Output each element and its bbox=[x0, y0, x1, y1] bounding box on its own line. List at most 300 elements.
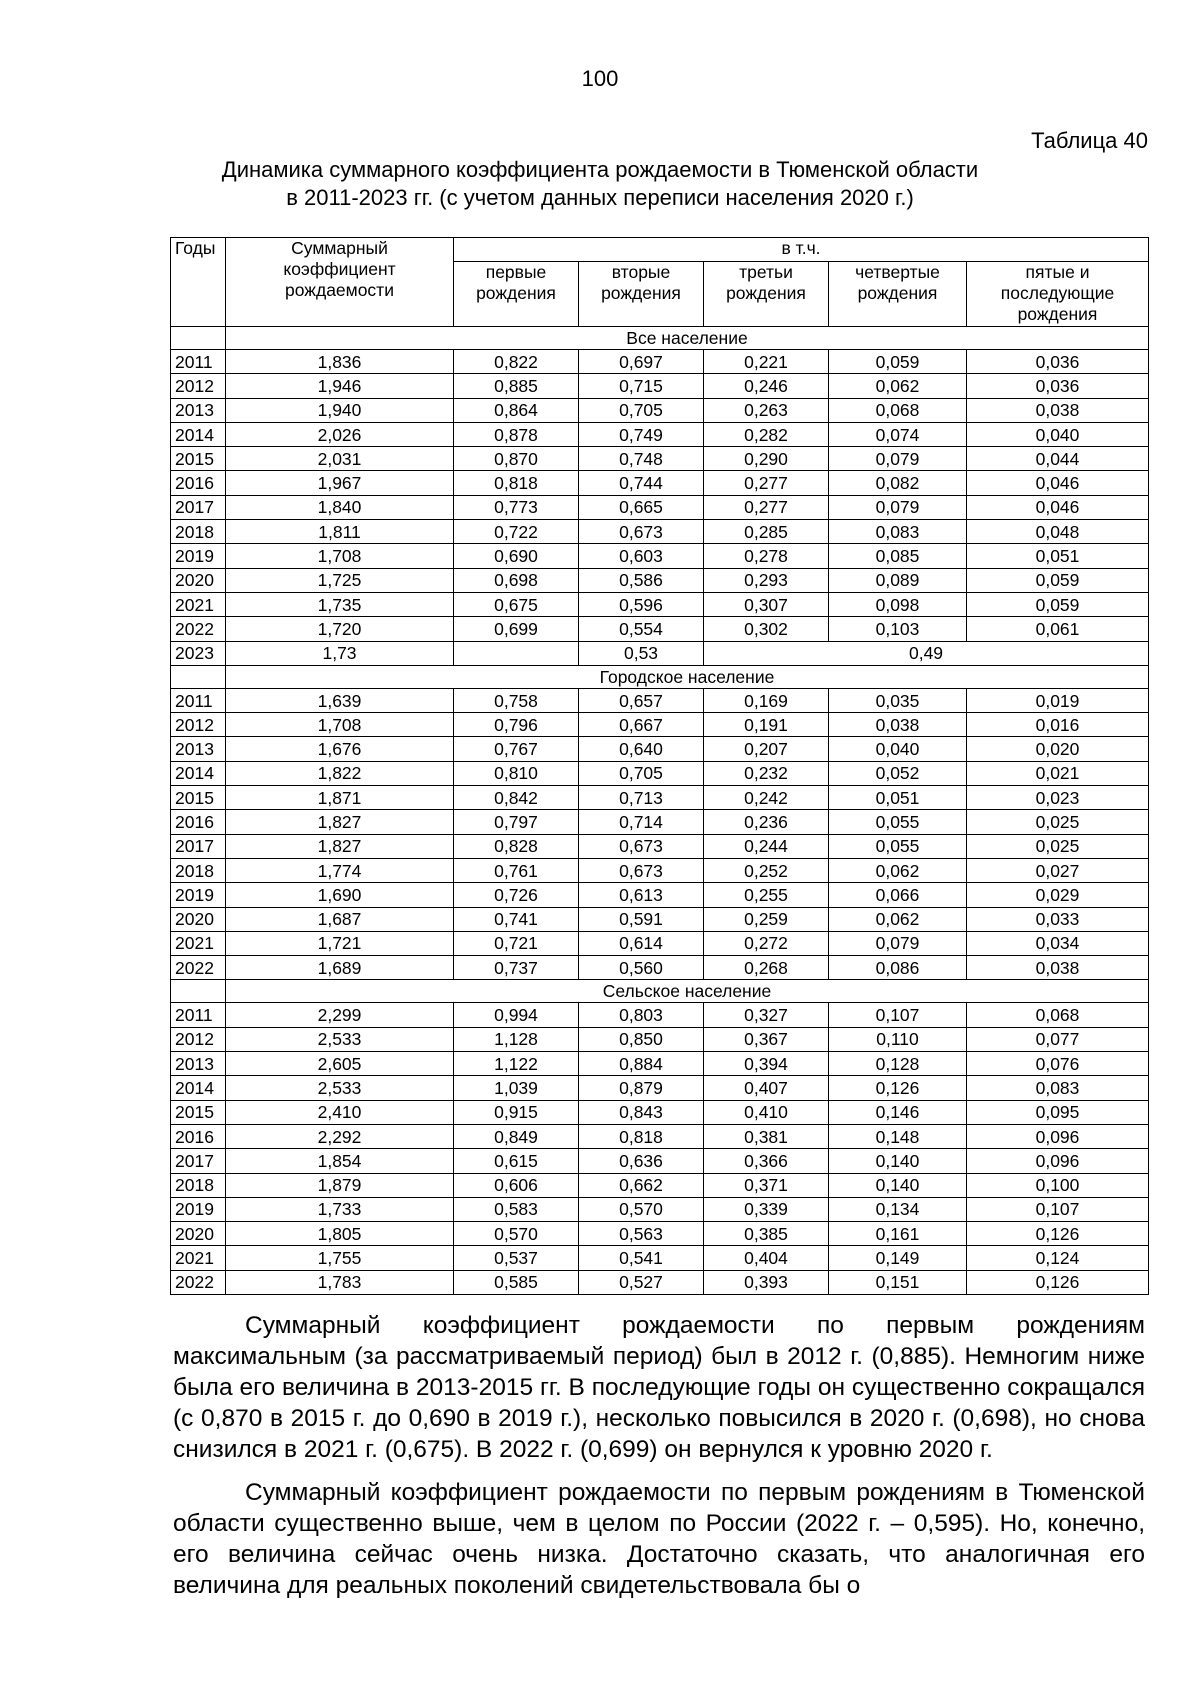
second-births-cell: 0,636 bbox=[579, 1149, 704, 1173]
fourth-births-cell: 0,103 bbox=[829, 617, 967, 641]
header-fourth bbox=[829, 262, 967, 327]
section-spacer bbox=[171, 980, 226, 1003]
table-row bbox=[171, 883, 1149, 907]
year-cell: 2019 bbox=[171, 544, 226, 568]
fifth-births-cell: 0,034 bbox=[967, 931, 1149, 955]
table-row bbox=[171, 1222, 1149, 1246]
table-row bbox=[171, 350, 1149, 374]
header-total-text: Суммарный bbox=[291, 238, 388, 258]
year-cell: 2011 bbox=[171, 350, 226, 374]
fifth-births-cell: 0,036 bbox=[967, 350, 1149, 374]
first-births-cell: 0,810 bbox=[454, 761, 579, 785]
third-births-cell: 0,394 bbox=[704, 1052, 829, 1076]
table-row bbox=[171, 1149, 1149, 1173]
second-births-cell: 0,657 bbox=[579, 688, 704, 712]
first-births-cell: 0,761 bbox=[454, 858, 579, 882]
fourth-births-cell: 0,074 bbox=[829, 422, 967, 446]
header-second bbox=[579, 262, 704, 327]
first-births-cell: 0,585 bbox=[454, 1270, 579, 1294]
total-cell: 1,639 bbox=[226, 688, 454, 712]
year-cell: 2018 bbox=[171, 520, 226, 544]
fifth-births-cell: 0,019 bbox=[967, 688, 1149, 712]
first-births-cell: 0,699 bbox=[454, 617, 579, 641]
section-title: Сельское население bbox=[226, 980, 1149, 1003]
third-births-cell: 0,244 bbox=[704, 834, 829, 858]
year-cell: 2019 bbox=[171, 883, 226, 907]
fourth-births-cell: 0,107 bbox=[829, 1003, 967, 1027]
year-cell: 2016 bbox=[171, 471, 226, 495]
first-births-cell: 1,039 bbox=[454, 1076, 579, 1100]
first-births-cell: 0,828 bbox=[454, 834, 579, 858]
fourth-births-cell: 0,082 bbox=[829, 471, 967, 495]
third-births-cell: 0,246 bbox=[704, 374, 829, 398]
second-births-cell: 0,843 bbox=[579, 1100, 704, 1124]
fourth-births-cell: 0,089 bbox=[829, 568, 967, 592]
total-cell: 2,299 bbox=[226, 1003, 454, 1027]
table-row bbox=[171, 737, 1149, 761]
total-cell: 1,940 bbox=[226, 398, 454, 422]
second-births-cell: 0,591 bbox=[579, 907, 704, 931]
first-births-cell: 0,570 bbox=[454, 1222, 579, 1246]
year-cell: 2011 bbox=[171, 1003, 226, 1027]
table-row bbox=[171, 520, 1149, 544]
fifth-births-cell: 0,126 bbox=[967, 1222, 1149, 1246]
fourth-births-cell: 0,052 bbox=[829, 761, 967, 785]
table-row bbox=[171, 834, 1149, 858]
fifth-births-cell: 0,051 bbox=[967, 544, 1149, 568]
second-births-cell: 0,673 bbox=[579, 858, 704, 882]
table-label: Таблица 40 bbox=[1031, 128, 1148, 153]
header-text: рождения bbox=[726, 283, 806, 303]
year-cell: 2016 bbox=[171, 810, 226, 834]
second-births-cell: 0,662 bbox=[579, 1173, 704, 1197]
third-births-cell: 0,255 bbox=[704, 883, 829, 907]
section-spacer bbox=[171, 665, 226, 688]
header-years: Годы bbox=[171, 238, 226, 327]
total-cell: 1,827 bbox=[226, 810, 454, 834]
second-births-cell: 0,596 bbox=[579, 592, 704, 616]
third-births-cell: 0,339 bbox=[704, 1197, 829, 1221]
paragraph: Суммарный коэффициент рождаемости по первым рождениям максимальным (за рассматриваемый период) был в 2012 г. (0,885). Немногим ниже была его величина в 2013-2015 гг. В последующие годы он существенно сокращался (с 0,870 в 2015 г. до 0,690 в 2019 г.), несколько повысился в 2020 г. (0,698), но снова снизился в 2021 г. (0,675). В 2022 г. (0,699) он вернулся к уровню 2020 г. bbox=[173, 1312, 1145, 1463]
second-births-cell: 0,613 bbox=[579, 883, 704, 907]
fourth-births-cell: 0,062 bbox=[829, 907, 967, 931]
first-births-cell: 0,690 bbox=[454, 544, 579, 568]
total-cell: 1,836 bbox=[226, 350, 454, 374]
fourth-births-cell: 0,140 bbox=[829, 1173, 967, 1197]
fourth-births-cell: 0,134 bbox=[829, 1197, 967, 1221]
first-births-cell: 0,583 bbox=[454, 1197, 579, 1221]
total-cell: 1,708 bbox=[226, 544, 454, 568]
fourth-births-cell: 0,079 bbox=[829, 495, 967, 519]
total-cell: 1,676 bbox=[226, 737, 454, 761]
fourth-births-cell: 0,055 bbox=[829, 834, 967, 858]
table-row bbox=[171, 1100, 1149, 1124]
third-births-cell: 0,327 bbox=[704, 1003, 829, 1027]
fourth-births-cell: 0,055 bbox=[829, 810, 967, 834]
fifth-births-cell: 0,077 bbox=[967, 1027, 1149, 1051]
year-cell: 2023 bbox=[171, 641, 226, 665]
table-row bbox=[171, 544, 1149, 568]
total-cell: 2,605 bbox=[226, 1052, 454, 1076]
total-cell: 2,410 bbox=[226, 1100, 454, 1124]
header-incl: в т.ч. bbox=[454, 238, 1149, 262]
total-cell: 1,871 bbox=[226, 786, 454, 810]
header-third bbox=[704, 262, 829, 327]
total-cell: 1,879 bbox=[226, 1173, 454, 1197]
table-row bbox=[171, 641, 1149, 665]
total-cell: 2,026 bbox=[226, 422, 454, 446]
year-cell: 2017 bbox=[171, 1149, 226, 1173]
fifth-births-cell: 0,083 bbox=[967, 1076, 1149, 1100]
first-births-cell: 0,994 bbox=[454, 1003, 579, 1027]
total-cell: 1,733 bbox=[226, 1197, 454, 1221]
table-row bbox=[171, 568, 1149, 592]
fifth-births-cell: 0,025 bbox=[967, 834, 1149, 858]
first-births-cell: 0,870 bbox=[454, 447, 579, 471]
fifth-births-cell: 0,048 bbox=[967, 520, 1149, 544]
total-cell: 2,031 bbox=[226, 447, 454, 471]
fifth-births-cell: 0,046 bbox=[967, 471, 1149, 495]
first-births-cell: 0,537 bbox=[454, 1246, 579, 1270]
fifth-births-cell: 0,061 bbox=[967, 617, 1149, 641]
section-row bbox=[171, 665, 1149, 688]
third-births-cell: 0,236 bbox=[704, 810, 829, 834]
year-cell: 2011 bbox=[171, 688, 226, 712]
year-cell: 2021 bbox=[171, 931, 226, 955]
body-text bbox=[173, 1310, 1145, 1613]
total-cell: 1,73 bbox=[226, 641, 454, 665]
table-row bbox=[171, 931, 1149, 955]
total-cell: 1,946 bbox=[226, 374, 454, 398]
fifth-births-cell: 0,038 bbox=[967, 398, 1149, 422]
fifth-births-cell: 0,040 bbox=[967, 422, 1149, 446]
total-cell: 1,687 bbox=[226, 907, 454, 931]
header-text: рождения bbox=[857, 283, 938, 303]
third-births-cell: 0,366 bbox=[704, 1149, 829, 1173]
section-row bbox=[171, 327, 1149, 350]
second-births-cell: 0,665 bbox=[579, 495, 704, 519]
fourth-births-cell: 0,086 bbox=[829, 956, 967, 980]
second-births-cell: 0,705 bbox=[579, 761, 704, 785]
third-births-cell: 0,252 bbox=[704, 858, 829, 882]
section-title: Городское население bbox=[226, 665, 1149, 688]
fourth-births-cell: 0,161 bbox=[829, 1222, 967, 1246]
table-row bbox=[171, 858, 1149, 882]
third-births-cell: 0,221 bbox=[704, 350, 829, 374]
section-row bbox=[171, 980, 1149, 1003]
total-cell: 2,292 bbox=[226, 1124, 454, 1148]
second-births-cell: 0,586 bbox=[579, 568, 704, 592]
first-births-cell: 0,878 bbox=[454, 422, 579, 446]
year-cell: 2020 bbox=[171, 568, 226, 592]
fourth-births-cell: 0,140 bbox=[829, 1149, 967, 1173]
first-births-cell: 1,128 bbox=[454, 1027, 579, 1051]
fourth-births-cell: 0,035 bbox=[829, 688, 967, 712]
table-row bbox=[171, 592, 1149, 616]
first-births-cell: 0,885 bbox=[454, 374, 579, 398]
first-births-cell: 0,741 bbox=[454, 907, 579, 931]
third-births-cell: 0,169 bbox=[704, 688, 829, 712]
year-cell: 2013 bbox=[171, 1052, 226, 1076]
third-births-cell: 0,381 bbox=[704, 1124, 829, 1148]
fifth-births-cell: 0,021 bbox=[967, 761, 1149, 785]
first-births-cell: 1,122 bbox=[454, 1052, 579, 1076]
total-cell: 1,720 bbox=[226, 617, 454, 641]
fifth-births-cell: 0,107 bbox=[967, 1197, 1149, 1221]
fifth-births-cell: 0,126 bbox=[967, 1270, 1149, 1294]
year-cell: 2014 bbox=[171, 1076, 226, 1100]
first-births-cell: 0,737 bbox=[454, 956, 579, 980]
first-births-cell: 0,698 bbox=[454, 568, 579, 592]
fourth-births-cell: 0,151 bbox=[829, 1270, 967, 1294]
year-cell: 2022 bbox=[171, 1270, 226, 1294]
third-births-cell: 0,290 bbox=[704, 447, 829, 471]
fifth-births-cell: 0,068 bbox=[967, 1003, 1149, 1027]
year-cell: 2018 bbox=[171, 1173, 226, 1197]
table-row bbox=[171, 956, 1149, 980]
fifth-births-cell: 0,036 bbox=[967, 374, 1149, 398]
fourth-births-cell: 0,085 bbox=[829, 544, 967, 568]
fourth-births-cell: 0,083 bbox=[829, 520, 967, 544]
year-cell: 2015 bbox=[171, 1100, 226, 1124]
header-fifth bbox=[967, 262, 1149, 327]
second-births-cell: 0,879 bbox=[579, 1076, 704, 1100]
second-births-cell: 0,603 bbox=[579, 544, 704, 568]
table-row bbox=[171, 1003, 1149, 1027]
year-cell: 2012 bbox=[171, 713, 226, 737]
second-births-cell: 0,570 bbox=[579, 1197, 704, 1221]
third-births-cell: 0,277 bbox=[704, 471, 829, 495]
fifth-births-cell: 0,020 bbox=[967, 737, 1149, 761]
table-title bbox=[0, 156, 1200, 212]
section-title: Все население bbox=[226, 327, 1149, 350]
table-row bbox=[171, 761, 1149, 785]
first-births-cell: 0,721 bbox=[454, 931, 579, 955]
fifth-births-cell: 0,044 bbox=[967, 447, 1149, 471]
table-row bbox=[171, 1124, 1149, 1148]
fourth-births-cell: 0,079 bbox=[829, 447, 967, 471]
fourth-births-cell: 0,040 bbox=[829, 737, 967, 761]
header-total-text: коэффициент bbox=[283, 259, 396, 279]
fourth-births-cell: 0,062 bbox=[829, 374, 967, 398]
table-row bbox=[171, 422, 1149, 446]
third-births-cell: 0,410 bbox=[704, 1100, 829, 1124]
second-births-cell: 0,749 bbox=[579, 422, 704, 446]
fourth-births-cell: 0,079 bbox=[829, 931, 967, 955]
third-births-cell: 0,259 bbox=[704, 907, 829, 931]
table-row bbox=[171, 398, 1149, 422]
fifth-births-cell: 0,046 bbox=[967, 495, 1149, 519]
table-row bbox=[171, 617, 1149, 641]
total-cell: 1,967 bbox=[226, 471, 454, 495]
second-births-cell: 0,667 bbox=[579, 713, 704, 737]
header-text: третьи bbox=[739, 262, 793, 282]
fifth-births-cell: 0,095 bbox=[967, 1100, 1149, 1124]
third-births-cell: 0,268 bbox=[704, 956, 829, 980]
total-cell: 1,805 bbox=[226, 1222, 454, 1246]
year-cell: 2020 bbox=[171, 907, 226, 931]
header-row bbox=[171, 238, 1149, 262]
year-cell: 2013 bbox=[171, 398, 226, 422]
third-births-cell: 0,242 bbox=[704, 786, 829, 810]
first-births-cell: 0,915 bbox=[454, 1100, 579, 1124]
total-cell: 1,755 bbox=[226, 1246, 454, 1270]
first-births-cell: 0,606 bbox=[454, 1173, 579, 1197]
total-cell: 1,708 bbox=[226, 713, 454, 737]
third-births-cell: 0,272 bbox=[704, 931, 829, 955]
first-births-cell: 0,615 bbox=[454, 1149, 579, 1173]
second-births-cell: 0,697 bbox=[579, 350, 704, 374]
second-births-cell: 0,803 bbox=[579, 1003, 704, 1027]
table-row bbox=[171, 1270, 1149, 1294]
year-cell: 2021 bbox=[171, 1246, 226, 1270]
total-cell: 1,811 bbox=[226, 520, 454, 544]
second-births-cell: 0,850 bbox=[579, 1027, 704, 1051]
first-births-cell: 0,842 bbox=[454, 786, 579, 810]
third-births-cell: 0,307 bbox=[704, 592, 829, 616]
fourth-births-cell: 0,068 bbox=[829, 398, 967, 422]
first-births-cell: 0,864 bbox=[454, 398, 579, 422]
table-row bbox=[171, 447, 1149, 471]
fifth-births-cell: 0,096 bbox=[967, 1124, 1149, 1148]
total-cell: 2,533 bbox=[226, 1076, 454, 1100]
third-births-cell: 0,293 bbox=[704, 568, 829, 592]
header-total bbox=[226, 238, 454, 327]
table-title-line: Динамика суммарного коэффициента рождаемости в Тюменской области bbox=[221, 157, 979, 182]
total-cell: 1,690 bbox=[226, 883, 454, 907]
second-births-cell: 0,563 bbox=[579, 1222, 704, 1246]
total-cell: 1,827 bbox=[226, 834, 454, 858]
year-cell: 2014 bbox=[171, 761, 226, 785]
fifth-births-cell: 0,027 bbox=[967, 858, 1149, 882]
fourth-births-cell: 0,098 bbox=[829, 592, 967, 616]
year-cell: 2022 bbox=[171, 956, 226, 980]
total-cell: 2,533 bbox=[226, 1027, 454, 1051]
header-text: четвертые bbox=[855, 262, 940, 282]
fifth-births-cell: 0,029 bbox=[967, 883, 1149, 907]
table-row bbox=[171, 1173, 1149, 1197]
year-cell: 2012 bbox=[171, 1027, 226, 1051]
year-cell: 2017 bbox=[171, 495, 226, 519]
table-row bbox=[171, 810, 1149, 834]
first-births-cell: 0,818 bbox=[454, 471, 579, 495]
year-cell: 2013 bbox=[171, 737, 226, 761]
third-births-cell: 0,285 bbox=[704, 520, 829, 544]
third-births-cell: 0,367 bbox=[704, 1027, 829, 1051]
year-cell: 2012 bbox=[171, 374, 226, 398]
first-births-cell: 0,767 bbox=[454, 737, 579, 761]
fourth-births-cell: 0,126 bbox=[829, 1076, 967, 1100]
second-births-cell: 0,818 bbox=[579, 1124, 704, 1148]
table-row bbox=[171, 1246, 1149, 1270]
second-births-cell: 0,713 bbox=[579, 786, 704, 810]
total-cell: 1,774 bbox=[226, 858, 454, 882]
third-births-cell: 0,385 bbox=[704, 1222, 829, 1246]
third-plus-births-cell: 0,49 bbox=[704, 641, 1149, 665]
fifth-births-cell: 0,124 bbox=[967, 1246, 1149, 1270]
second-births-cell: 0,705 bbox=[579, 398, 704, 422]
fertility-table bbox=[170, 237, 1149, 1295]
table-row bbox=[171, 688, 1149, 712]
first-births-cell: 0,822 bbox=[454, 350, 579, 374]
header-first bbox=[454, 262, 579, 327]
third-births-cell: 0,232 bbox=[704, 761, 829, 785]
fourth-births-cell: 0,059 bbox=[829, 350, 967, 374]
year-cell: 2015 bbox=[171, 447, 226, 471]
second-births-cell: 0,527 bbox=[579, 1270, 704, 1294]
fifth-births-cell: 0,023 bbox=[967, 786, 1149, 810]
header-text: вторые bbox=[611, 262, 671, 282]
fourth-births-cell: 0,128 bbox=[829, 1052, 967, 1076]
total-cell: 1,783 bbox=[226, 1270, 454, 1294]
second-births-cell: 0,673 bbox=[579, 834, 704, 858]
first-births-cell: 0,773 bbox=[454, 495, 579, 519]
first-births-cell: 0,797 bbox=[454, 810, 579, 834]
fifth-births-cell: 0,059 bbox=[967, 568, 1149, 592]
first-births-cell: 0,722 bbox=[454, 520, 579, 544]
third-births-cell: 0,302 bbox=[704, 617, 829, 641]
page-number: 100 bbox=[581, 66, 619, 91]
second-births-cell: 0,715 bbox=[579, 374, 704, 398]
fifth-births-cell: 0,059 bbox=[967, 592, 1149, 616]
third-births-cell: 0,263 bbox=[704, 398, 829, 422]
first-births-cell: 0,675 bbox=[454, 592, 579, 616]
total-cell: 1,840 bbox=[226, 495, 454, 519]
third-births-cell: 0,371 bbox=[704, 1173, 829, 1197]
third-births-cell: 0,393 bbox=[704, 1270, 829, 1294]
header-text: рождения bbox=[1017, 304, 1098, 324]
table-row bbox=[171, 1052, 1149, 1076]
third-births-cell: 0,407 bbox=[704, 1076, 829, 1100]
paragraph: Суммарный коэффициент рождаемости по первым рождениям в Тюменской области существенно выше, чем в целом по России (2022 г. – 0,595). Но, конечно, его величина сейчас очень низка. Достаточно сказать, что аналогичная его величина для реальных поколений свидетельствовала бы о bbox=[173, 1479, 1145, 1599]
fifth-births-cell: 0,025 bbox=[967, 810, 1149, 834]
table-row bbox=[171, 471, 1149, 495]
header-text: последующие bbox=[1000, 283, 1115, 303]
fourth-births-cell: 0,051 bbox=[829, 786, 967, 810]
fourth-births-cell: 0,062 bbox=[829, 858, 967, 882]
year-cell: 2021 bbox=[171, 592, 226, 616]
third-births-cell: 0,277 bbox=[704, 495, 829, 519]
fourth-births-cell: 0,066 bbox=[829, 883, 967, 907]
total-cell: 1,689 bbox=[226, 956, 454, 980]
total-cell: 1,725 bbox=[226, 568, 454, 592]
table-row bbox=[171, 1197, 1149, 1221]
first-births-cell: 0,726 bbox=[454, 883, 579, 907]
second-births-cell: 0,541 bbox=[579, 1246, 704, 1270]
total-cell: 1,735 bbox=[226, 592, 454, 616]
year-cell: 2014 bbox=[171, 422, 226, 446]
second-births-cell: 0,640 bbox=[579, 737, 704, 761]
fourth-births-cell: 0,148 bbox=[829, 1124, 967, 1148]
table-row bbox=[171, 907, 1149, 931]
second-births-cell: 0,744 bbox=[579, 471, 704, 495]
table-title-line: в 2011-2023 гг. (с учетом данных переписи населения 2020 г.) bbox=[286, 185, 914, 210]
fifth-births-cell: 0,100 bbox=[967, 1173, 1149, 1197]
total-cell: 1,822 bbox=[226, 761, 454, 785]
second-births-cell: 0,53 bbox=[579, 641, 704, 665]
first-births-cell: 0,796 bbox=[454, 713, 579, 737]
second-births-cell: 0,554 bbox=[579, 617, 704, 641]
fifth-births-cell: 0,016 bbox=[967, 713, 1149, 737]
year-cell: 2022 bbox=[171, 617, 226, 641]
table-row bbox=[171, 1027, 1149, 1051]
total-cell: 1,721 bbox=[226, 931, 454, 955]
year-cell: 2016 bbox=[171, 1124, 226, 1148]
table-row bbox=[171, 374, 1149, 398]
fifth-births-cell: 0,096 bbox=[967, 1149, 1149, 1173]
table-row bbox=[171, 786, 1149, 810]
header-text: рождения bbox=[601, 283, 681, 303]
